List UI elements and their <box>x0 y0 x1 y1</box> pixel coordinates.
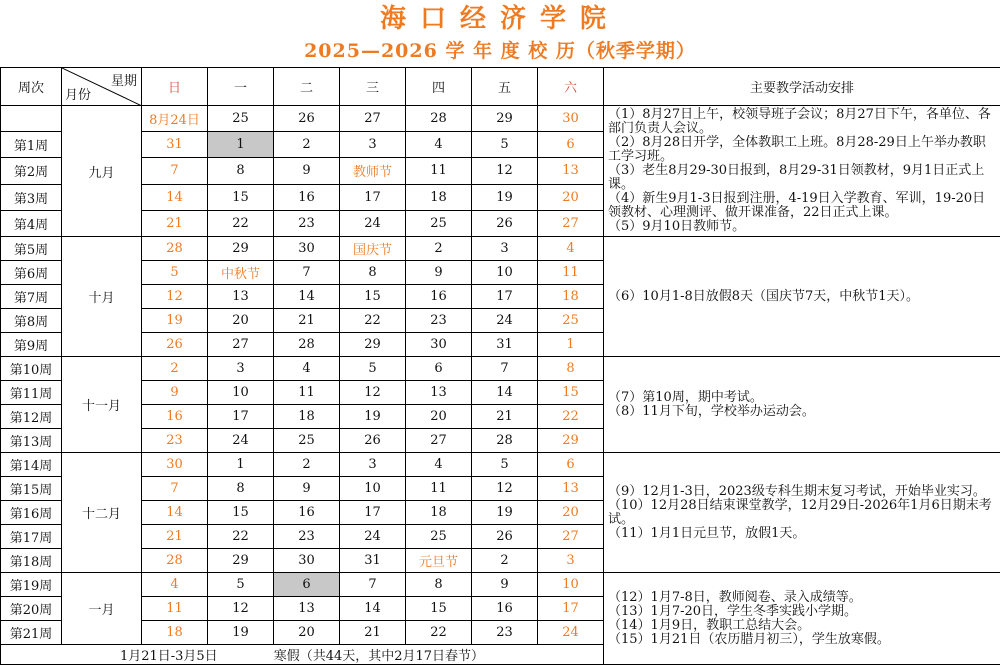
day-cell: 14 <box>142 184 208 210</box>
page-subtitle: 2025—2026 学 年 度 校 历（秋季学期） <box>0 39 1000 63</box>
day-cell: 24 <box>472 309 538 333</box>
day-cell: 10 <box>208 381 274 405</box>
day-cell: 21 <box>340 621 406 645</box>
activity-item: （2）8月28日开学，全体教职工上班。8月28-29日上午举办教职工学习班。 <box>608 136 996 164</box>
day-cell: 13 <box>274 597 340 621</box>
day-cell: 24 <box>340 210 406 236</box>
day-cell: 18 <box>406 184 472 210</box>
day-cell: 24 <box>340 525 406 549</box>
day-cell: 18 <box>538 285 604 309</box>
day-cell: 19 <box>142 309 208 333</box>
day-cell: 25 <box>538 309 604 333</box>
page-title: 海口经济学院 <box>0 4 1000 34</box>
day-cell: 2 <box>274 132 340 158</box>
day-cell: 23 <box>406 309 472 333</box>
week-row <box>1 357 1000 381</box>
day-cell: 1 <box>208 453 274 477</box>
day-cell: 15 <box>538 381 604 405</box>
day-cell: 31 <box>472 333 538 357</box>
week-number: 第2周 <box>1 158 62 184</box>
activity-item: （9）12月1-3日，2023级专科生期末复习考试，开始毕业实习。 <box>608 485 996 499</box>
week-number: 第4周 <box>1 210 62 236</box>
day-cell: 15 <box>340 285 406 309</box>
calendar-table <box>0 67 1000 665</box>
week-number: 第20周 <box>1 597 62 621</box>
day-header-fri: 五 <box>472 68 538 106</box>
day-cell: 19 <box>208 621 274 645</box>
day-cell: 5 <box>340 357 406 381</box>
day-cell: 22 <box>406 621 472 645</box>
day-cell: 23 <box>274 525 340 549</box>
day-cell: 29 <box>208 237 274 261</box>
day-cell: 21 <box>142 210 208 236</box>
day-cell: 3 <box>472 237 538 261</box>
day-cell: 元旦节 <box>406 549 472 573</box>
day-cell: 3 <box>208 357 274 381</box>
activity-item: （6）10月1-8日放假8天（国庆节7天，中秋节1天）。 <box>608 290 996 304</box>
day-cell: 2 <box>406 237 472 261</box>
day-cell: 4 <box>142 573 208 597</box>
day-cell: 13 <box>406 381 472 405</box>
day-cell: 5 <box>472 453 538 477</box>
day-cell: 28 <box>472 429 538 453</box>
day-cell: 17 <box>538 597 604 621</box>
month-cell: 十月 <box>62 237 142 357</box>
activity-cell <box>604 573 1000 665</box>
day-cell: 23 <box>142 429 208 453</box>
day-cell: 24 <box>538 621 604 645</box>
day-cell: 2 <box>142 357 208 381</box>
day-cell: 23 <box>274 210 340 236</box>
day-cell: 26 <box>274 106 340 132</box>
winter-break-dates: 1月21日-3月5日 <box>120 649 218 664</box>
day-cell: 28 <box>406 106 472 132</box>
week-number <box>1 106 62 132</box>
header-row <box>1 68 1000 106</box>
day-cell: 22 <box>208 525 274 549</box>
day-cell: 19 <box>472 501 538 525</box>
day-cell: 25 <box>208 106 274 132</box>
day-cell: 13 <box>538 158 604 184</box>
day-cell: 30 <box>538 106 604 132</box>
activity-item: （12）1月7-8日，教师阅卷、录入成绩等。 <box>608 591 996 605</box>
day-cell: 18 <box>274 405 340 429</box>
day-cell: 23 <box>472 621 538 645</box>
day-cell: 21 <box>274 309 340 333</box>
day-header-wed: 三 <box>340 68 406 106</box>
day-cell: 14 <box>142 501 208 525</box>
day-cell: 11 <box>406 477 472 501</box>
week-number: 第17周 <box>1 525 62 549</box>
day-cell: 8 <box>340 261 406 285</box>
day-cell: 15 <box>208 501 274 525</box>
day-cell: 14 <box>340 597 406 621</box>
month-cell: 十一月 <box>62 357 142 453</box>
day-cell: 20 <box>208 309 274 333</box>
day-cell: 16 <box>142 405 208 429</box>
day-cell: 12 <box>472 477 538 501</box>
day-cell: 19 <box>472 184 538 210</box>
day-cell: 25 <box>406 525 472 549</box>
week-number: 第21周 <box>1 621 62 645</box>
day-cell: 7 <box>472 357 538 381</box>
day-cell: 6 <box>274 573 340 597</box>
day-cell: 4 <box>274 357 340 381</box>
day-cell: 26 <box>340 429 406 453</box>
day-cell: 13 <box>208 285 274 309</box>
day-cell: 2 <box>274 453 340 477</box>
day-header-thu: 四 <box>406 68 472 106</box>
activity-item: （13）1月7-20日，学生冬季实践小学期。 <box>608 605 996 619</box>
week-number: 第1周 <box>1 132 62 158</box>
activity-item: （3）老生8月29-30日报到，8月29-31日领教材，9月1日正式上课。 <box>608 164 996 192</box>
day-cell: 8 <box>406 573 472 597</box>
week-number: 第5周 <box>1 237 62 261</box>
week-number: 第3周 <box>1 184 62 210</box>
day-cell: 10 <box>340 477 406 501</box>
day-cell: 8 <box>538 357 604 381</box>
day-cell: 20 <box>538 501 604 525</box>
day-cell: 27 <box>208 333 274 357</box>
week-number: 第19周 <box>1 573 62 597</box>
day-cell: 26 <box>472 210 538 236</box>
activity-item: （14）1月9日，教职工总结大会。 <box>608 619 996 633</box>
day-cell: 6 <box>538 132 604 158</box>
day-cell: 16 <box>406 285 472 309</box>
day-cell: 18 <box>406 501 472 525</box>
week-number: 第12周 <box>1 405 62 429</box>
month-cell: 一月 <box>62 573 142 645</box>
day-cell: 国庆节 <box>340 237 406 261</box>
day-cell: 26 <box>472 525 538 549</box>
day-cell: 中秋节 <box>208 261 274 285</box>
activity-cell <box>604 237 1000 357</box>
day-cell: 27 <box>538 525 604 549</box>
day-cell: 19 <box>340 405 406 429</box>
day-cell: 27 <box>538 210 604 236</box>
day-cell: 4 <box>538 237 604 261</box>
activity-item: （1）8月27日上午，校领导班子会议；8月27日下午，各单位、各部门负责人会议。 <box>608 108 996 136</box>
day-cell: 8 <box>208 158 274 184</box>
day-cell: 30 <box>274 237 340 261</box>
day-cell: 9 <box>472 573 538 597</box>
day-cell: 9 <box>142 381 208 405</box>
winter-break-note: 寒假（共44天，其中2月17日春节） <box>274 649 484 664</box>
day-cell: 17 <box>208 405 274 429</box>
day-cell: 6 <box>406 357 472 381</box>
week-number: 第11周 <box>1 381 62 405</box>
activities-header: 主要教学活动安排 <box>604 68 1000 106</box>
day-cell: 18 <box>142 621 208 645</box>
week-column-header: 周次 <box>1 68 62 106</box>
day-cell: 28 <box>274 333 340 357</box>
day-cell: 17 <box>340 184 406 210</box>
day-cell: 24 <box>208 429 274 453</box>
day-cell: 1 <box>538 333 604 357</box>
day-cell: 22 <box>538 405 604 429</box>
day-cell: 27 <box>340 106 406 132</box>
activity-cell <box>604 106 1000 237</box>
day-cell: 10 <box>472 261 538 285</box>
day-header-tue: 二 <box>274 68 340 106</box>
day-cell: 21 <box>472 405 538 429</box>
month-label: 月份 <box>65 84 91 103</box>
day-cell: 20 <box>274 621 340 645</box>
day-cell: 25 <box>274 429 340 453</box>
week-row <box>1 237 1000 261</box>
day-cell: 12 <box>472 158 538 184</box>
day-cell: 11 <box>274 381 340 405</box>
day-cell: 7 <box>142 477 208 501</box>
month-cell: 九月 <box>62 106 142 237</box>
day-cell: 8 <box>208 477 274 501</box>
weekday-label: 星期 <box>111 70 137 89</box>
winter-break-cell <box>1 645 604 665</box>
day-cell: 22 <box>208 210 274 236</box>
day-cell: 29 <box>472 106 538 132</box>
day-cell: 25 <box>406 210 472 236</box>
month-cell: 十二月 <box>62 453 142 573</box>
day-cell: 5 <box>208 573 274 597</box>
activity-item: （15）1月21日（农历腊月初三），学生放寒假。 <box>608 633 996 647</box>
day-cell: 9 <box>274 477 340 501</box>
day-cell: 6 <box>538 453 604 477</box>
day-cell: 31 <box>340 549 406 573</box>
day-cell: 16 <box>274 184 340 210</box>
activity-item: （8）11月下旬，学校举办运动会。 <box>608 405 996 419</box>
day-cell: 30 <box>274 549 340 573</box>
day-cell: 16 <box>472 597 538 621</box>
day-cell: 11 <box>406 158 472 184</box>
week-number: 第9周 <box>1 333 62 357</box>
day-cell: 9 <box>274 158 340 184</box>
week-number: 第8周 <box>1 309 62 333</box>
activity-item: （7）第10周，期中考试。 <box>608 391 996 405</box>
day-cell: 31 <box>142 132 208 158</box>
day-cell: 8月24日 <box>142 106 208 132</box>
week-number: 第14周 <box>1 453 62 477</box>
day-cell: 12 <box>208 597 274 621</box>
week-number: 第6周 <box>1 261 62 285</box>
week-number: 第15周 <box>1 477 62 501</box>
day-cell: 7 <box>142 158 208 184</box>
day-cell: 20 <box>538 184 604 210</box>
day-cell: 11 <box>538 261 604 285</box>
day-cell: 28 <box>142 549 208 573</box>
week-number: 第16周 <box>1 501 62 525</box>
day-cell: 15 <box>406 597 472 621</box>
week-row <box>1 453 1000 477</box>
day-cell: 16 <box>274 501 340 525</box>
day-cell: 10 <box>538 573 604 597</box>
week-row <box>1 106 1000 132</box>
day-cell: 14 <box>472 381 538 405</box>
day-cell: 28 <box>142 237 208 261</box>
day-cell: 教师节 <box>340 158 406 184</box>
day-cell: 29 <box>340 333 406 357</box>
day-cell: 20 <box>406 405 472 429</box>
activity-item: （5）9月10日教师节。 <box>608 220 996 234</box>
week-number: 第13周 <box>1 429 62 453</box>
day-cell: 3 <box>340 132 406 158</box>
day-cell: 1 <box>208 132 274 158</box>
day-cell: 26 <box>142 333 208 357</box>
day-header-mon: 一 <box>208 68 274 106</box>
day-cell: 3 <box>538 549 604 573</box>
day-cell: 4 <box>406 453 472 477</box>
day-cell: 13 <box>538 477 604 501</box>
week-number: 第10周 <box>1 357 62 381</box>
day-cell: 22 <box>340 309 406 333</box>
day-cell: 2 <box>472 549 538 573</box>
activity-cell <box>604 453 1000 573</box>
activity-item: （11）1月1日元旦节，放假1天。 <box>608 527 996 541</box>
day-cell: 5 <box>472 132 538 158</box>
day-cell: 27 <box>406 429 472 453</box>
day-cell: 11 <box>142 597 208 621</box>
day-cell: 4 <box>406 132 472 158</box>
day-cell: 7 <box>274 261 340 285</box>
day-cell: 12 <box>340 381 406 405</box>
day-header-sat: 六 <box>538 68 604 106</box>
activity-item: （10）12月28日结束课堂教学，12月29日-2026年1月6日期末考试。 <box>608 499 996 527</box>
day-cell: 29 <box>538 429 604 453</box>
day-cell: 3 <box>340 453 406 477</box>
day-cell: 17 <box>340 501 406 525</box>
day-cell: 5 <box>142 261 208 285</box>
day-cell: 12 <box>142 285 208 309</box>
day-cell: 30 <box>406 333 472 357</box>
day-cell: 29 <box>208 549 274 573</box>
week-number: 第18周 <box>1 549 62 573</box>
day-cell: 30 <box>142 453 208 477</box>
day-cell: 14 <box>274 285 340 309</box>
day-cell: 21 <box>142 525 208 549</box>
day-cell: 15 <box>208 184 274 210</box>
week-row <box>1 573 1000 597</box>
day-cell: 9 <box>406 261 472 285</box>
day-header-sun: 日 <box>142 68 208 106</box>
weekday-month-header <box>62 68 142 106</box>
day-cell: 7 <box>340 573 406 597</box>
activity-item: （4）新生9月1-3日报到注册，4-19日入学教育、军训，19-20日领教材、心理测评、做开课准备，22日正式上课。 <box>608 192 996 220</box>
activity-cell <box>604 357 1000 453</box>
week-number: 第7周 <box>1 285 62 309</box>
day-cell: 17 <box>472 285 538 309</box>
